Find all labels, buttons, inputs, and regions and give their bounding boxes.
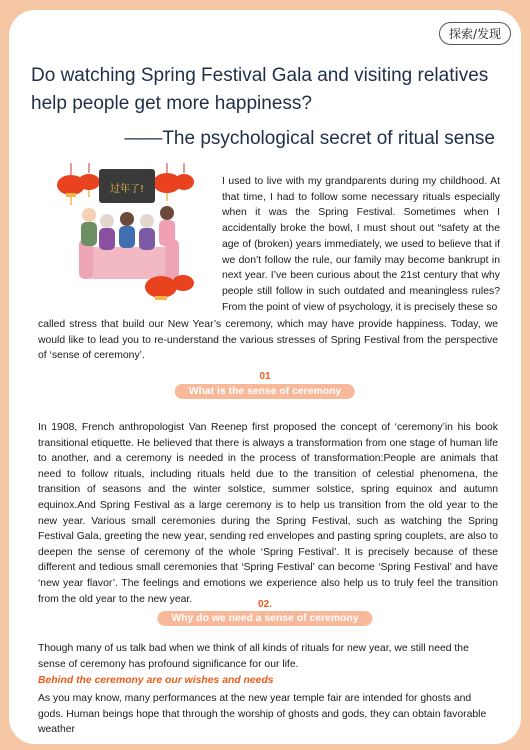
lantern-icon [174, 163, 194, 190]
intro-paragraph: I used to live with my grandparents during my childhood. At that time, I had to follow some necessary rituals especially when it was the Spring Festival. Sometimes when I accidentally broke the bowl, I must shout out “safety at the age of (broken) years immediately, we used to believe that if we don’t follow the rule, our family may become bankrupt in next year. I’ve been curious about the 21st century that why people still follow in such outdated and meaningless rules? From the point of view of psychology, it is precisely these so [222, 176, 500, 313]
lantern-icon [78, 163, 100, 197]
section-body-continued: As you may know, many performances at the new year temple fair are intended for ghosts and gods. Human beings hope that through the worship of ghosts and gods, they can obtain favorable weather [38, 693, 487, 736]
section-body: In 1908, French anthropologist Van Reenep first proposed the concept of ‘ceremony’in his book transitional etiquette. He believed that there is always a transformation from one stage of human life to another, and a ceremony is needed in the process of transformation:People are animals that need to follow rituals, including rituals held due to the transition of celestial phenomena, the transition of seasons and the winter solstice, summer solstice, spring equinox and autumn equinox.And Spring Festival as a large ceremony is to help us transition from the old year to the new year. Various small ceremonies during the Spring Festival, such as watching the Spring Festival Gala, greeting the new year, sending red envelopes and pasting spring couplets, are also to deepen the sense of ceremony of the whole ‘Spring Festival’. It is precisely because of these different and tedious small ceremonies that ‘Spring Festival’ can become ‘Spring Festival’ and have ‘new year flavor’. The feelings and emotions we experience also help us to truly feel the transition from the old year to the new year. [38, 422, 498, 605]
category-tag[interactable]: 探索/发现 [439, 22, 511, 45]
lantern-icon [172, 275, 194, 291]
family-illustration [49, 155, 199, 305]
intro-paragraph-continued: called stress that build our New Year’s ceremony, which may have provide happiness. Today, we would like to lead you to re-understand the various stresses of Spring Festival from the perspective of ‘sense of ceremony’. [38, 319, 498, 362]
article-title: Do watching Spring Festival Gala and visiting relatives help people get more happiness? [31, 65, 489, 114]
lantern-icon [145, 276, 177, 300]
tv-banner-text: 过年了! [109, 184, 145, 195]
article-subtitle: ——The psychological secret of ritual sense [124, 128, 495, 149]
section-subheading: Behind the ceremony are our wishes and needs [38, 675, 274, 686]
section-heading: Why do we need a sense of ceremony [157, 611, 372, 626]
sofa [83, 247, 175, 279]
section-body: Though many of us talk bad when we think of all kinds of rituals for new year, we still need the sense of ceremony has profound significance for our life. [38, 643, 469, 670]
section-heading: What is the sense of ceremony [175, 384, 355, 399]
section-number: 01 [259, 371, 271, 382]
article-sheet [9, 10, 521, 744]
section-number: 02. [258, 599, 272, 610]
